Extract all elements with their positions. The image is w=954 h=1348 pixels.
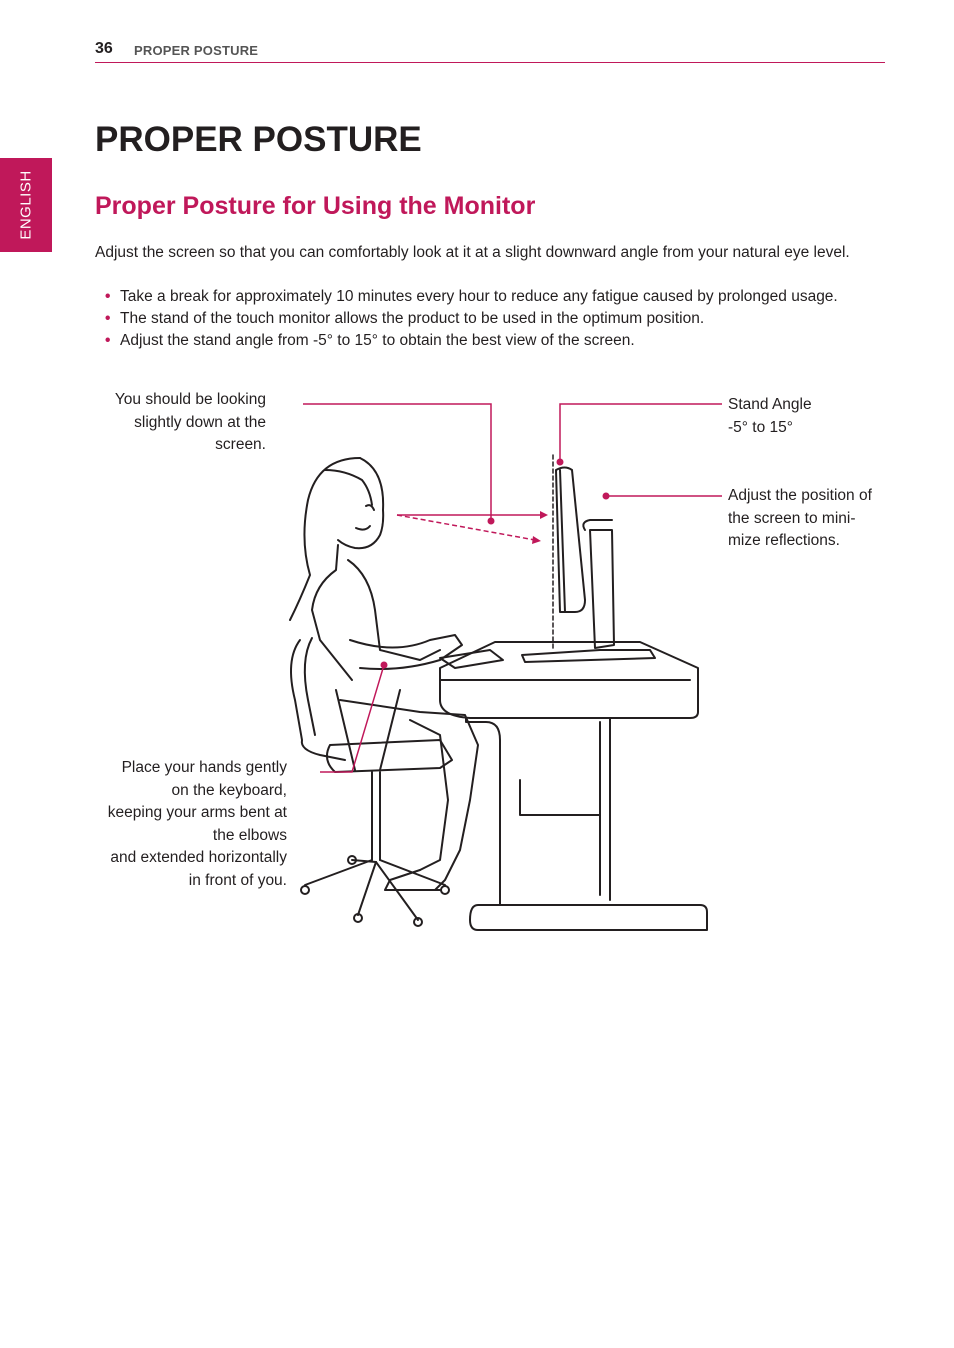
page-number: 36 (95, 40, 113, 57)
caption-stand-angle: Stand Angle -5° to 15° (728, 396, 812, 436)
page-title: PROPER POSTURE (95, 120, 422, 159)
bullet-icon: • (105, 310, 111, 327)
caption-look-down: You should be looking slightly down at the screen. (114, 391, 266, 453)
list-item: • The stand of the touch monitor allows the product to be used in the optimum position. (95, 308, 875, 330)
bullet-icon: • (105, 332, 111, 349)
caption-hands-on-keyboard: Place your hands gently on the keyboard, keeping your arms bent at the elbows and extended horizontally in front of you. (107, 759, 287, 889)
list-item: • Take a break for approximately 10 minutes every hour to reduce any fatigue caused by prolonged usage. (95, 286, 875, 308)
list-item: • Adjust the stand angle from -5° to 15° to obtain the best view of the screen. (95, 330, 875, 352)
caption-adjust-position: Adjust the position of the screen to mini- mize reflections. (728, 487, 872, 549)
language-tab-label: ENGLISH (17, 170, 35, 240)
intro-paragraph: Adjust the screen so that you can comfortably look at it at a slight downward angle from your natural eye level. (95, 244, 850, 261)
header-title: PROPER POSTURE (134, 43, 259, 58)
bullet-icon: • (105, 288, 111, 305)
section-title: Proper Posture for Using the Monitor (95, 192, 536, 220)
